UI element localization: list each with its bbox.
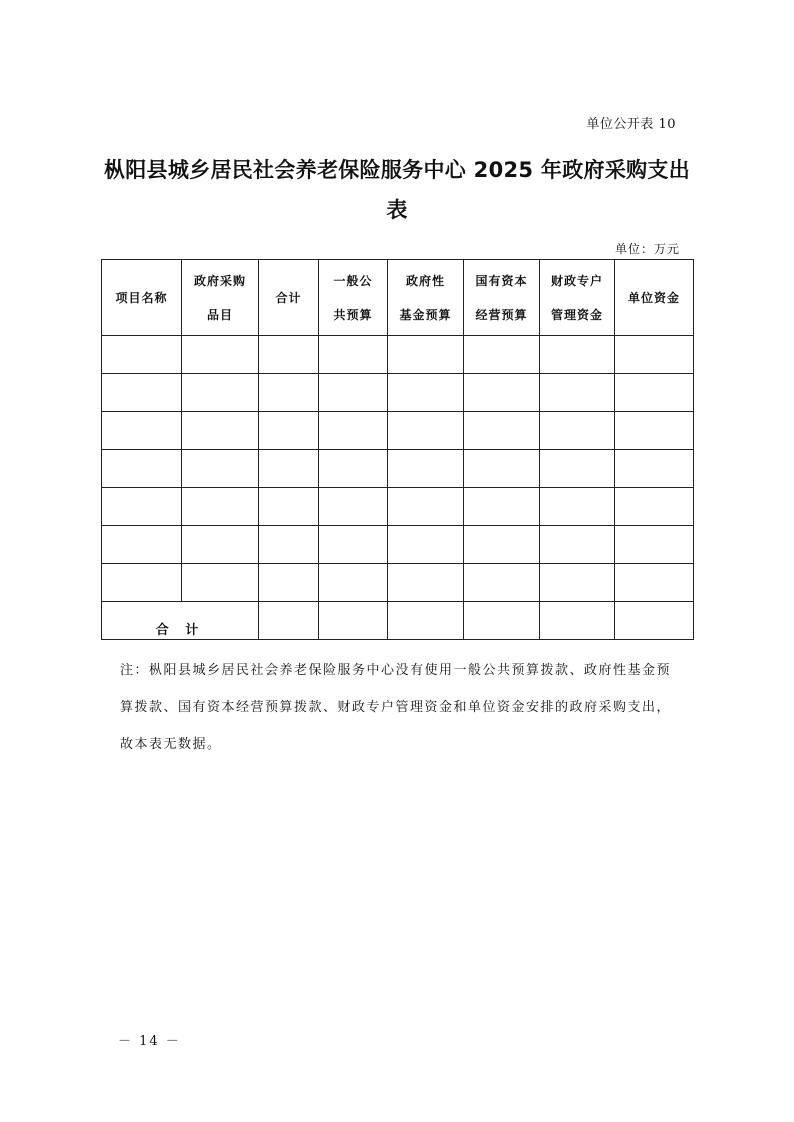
table-cell (182, 488, 259, 526)
table-cell (540, 526, 615, 564)
procurement-table (101, 259, 694, 640)
header-fiscal-account-line2: 管理资金 (550, 307, 603, 322)
table-cell (259, 564, 319, 602)
table-cell (388, 602, 464, 640)
table-cell (540, 602, 615, 640)
table-row (102, 564, 694, 602)
header-gov-fund-budget (388, 260, 464, 336)
table-cell (182, 450, 259, 488)
table-cell (388, 450, 464, 488)
table-cell (102, 336, 182, 374)
table-cell (615, 336, 694, 374)
table-cell (319, 450, 388, 488)
table-cell (540, 564, 615, 602)
header-total-label: 合计 (275, 290, 302, 305)
table-cell (615, 526, 694, 564)
table-cell (259, 450, 319, 488)
header-gov-fund-line2: 基金预算 (399, 307, 452, 322)
table-cell (182, 336, 259, 374)
table-cell (319, 488, 388, 526)
table-cell (388, 412, 464, 450)
page-number: － 14 － (118, 1034, 181, 1049)
table-cell (615, 564, 694, 602)
table-cell (182, 412, 259, 450)
table-row (102, 412, 694, 450)
header-general-budget-line1: 一般公 (333, 273, 373, 288)
header-state-capital-budget (464, 260, 540, 336)
table-cell (464, 526, 540, 564)
total-label: 合 计 (155, 623, 205, 638)
table-row (102, 526, 694, 564)
header-procurement-item (182, 260, 259, 336)
table-cell (464, 488, 540, 526)
header-project-name (102, 260, 182, 336)
header-procurement-item-line1: 政府采购 (193, 273, 246, 288)
unit-label: 单位：万元 (614, 242, 680, 256)
header-general-budget (319, 260, 388, 336)
table-row (102, 336, 694, 374)
table-cell (388, 488, 464, 526)
table-cell (540, 488, 615, 526)
table-cell (259, 488, 319, 526)
table-cell (540, 412, 615, 450)
table-row (102, 374, 694, 412)
table-cell (615, 602, 694, 640)
header-unit-funds-label: 单位资金 (627, 290, 680, 305)
table-header-row (102, 260, 694, 336)
table-cell (182, 526, 259, 564)
header-total (259, 260, 319, 336)
table-cell (464, 412, 540, 450)
header-procurement-item-line2: 品目 (206, 307, 233, 322)
table-cell (464, 602, 540, 640)
document-title: 枞阳县城乡居民社会养老保险服务中心 2025 年政府采购支出表 (103, 158, 691, 222)
table-cell (540, 336, 615, 374)
table-cell (102, 412, 182, 450)
table-cell (464, 374, 540, 412)
table-cell (182, 374, 259, 412)
table-row (102, 450, 694, 488)
table-cell (319, 526, 388, 564)
table-cell (615, 450, 694, 488)
header-unit-funds (615, 260, 694, 336)
total-label-cell (102, 602, 259, 640)
header-project-name-label: 项目名称 (115, 290, 168, 305)
table-note: 注：枞阳县城乡居民社会养老保险服务中心没有使用一般公共预算拨款、政府性基金预算拨款、国有资本经营预算拨款、财政专户管理资金和单位资金安排的政府采购支出，故本表无数据。 (120, 663, 672, 752)
table-cell (102, 450, 182, 488)
table-cell (259, 336, 319, 374)
table-cell (319, 336, 388, 374)
table-cell (319, 564, 388, 602)
header-state-capital-line2: 经营预算 (475, 307, 528, 322)
table-cell (319, 602, 388, 640)
table-cell (102, 526, 182, 564)
header-fiscal-account-funds (540, 260, 615, 336)
table-cell (388, 564, 464, 602)
table-cell (388, 336, 464, 374)
page-tag: 单位公开表 10 (586, 117, 676, 132)
header-fiscal-account-line1: 财政专户 (550, 273, 603, 288)
table-cell (259, 602, 319, 640)
header-general-budget-line2: 共预算 (333, 307, 373, 322)
table-cell (102, 488, 182, 526)
header-state-capital-line1: 国有资本 (475, 273, 528, 288)
table-cell (540, 450, 615, 488)
table-cell (182, 564, 259, 602)
table-cell (615, 488, 694, 526)
table-cell (388, 374, 464, 412)
table-cell (319, 412, 388, 450)
table-row (102, 488, 694, 526)
table-cell (615, 374, 694, 412)
table-cell (259, 526, 319, 564)
table-cell (464, 336, 540, 374)
table-cell (615, 412, 694, 450)
table-cell (259, 374, 319, 412)
table-cell (464, 450, 540, 488)
table-cell (464, 564, 540, 602)
table-cell (388, 526, 464, 564)
table-cell (102, 564, 182, 602)
header-gov-fund-line1: 政府性 (405, 273, 445, 288)
table-cell (319, 374, 388, 412)
table-total-row (102, 602, 694, 640)
table-cell (259, 412, 319, 450)
table-body (102, 336, 694, 640)
table-cell (540, 374, 615, 412)
table-cell (102, 374, 182, 412)
